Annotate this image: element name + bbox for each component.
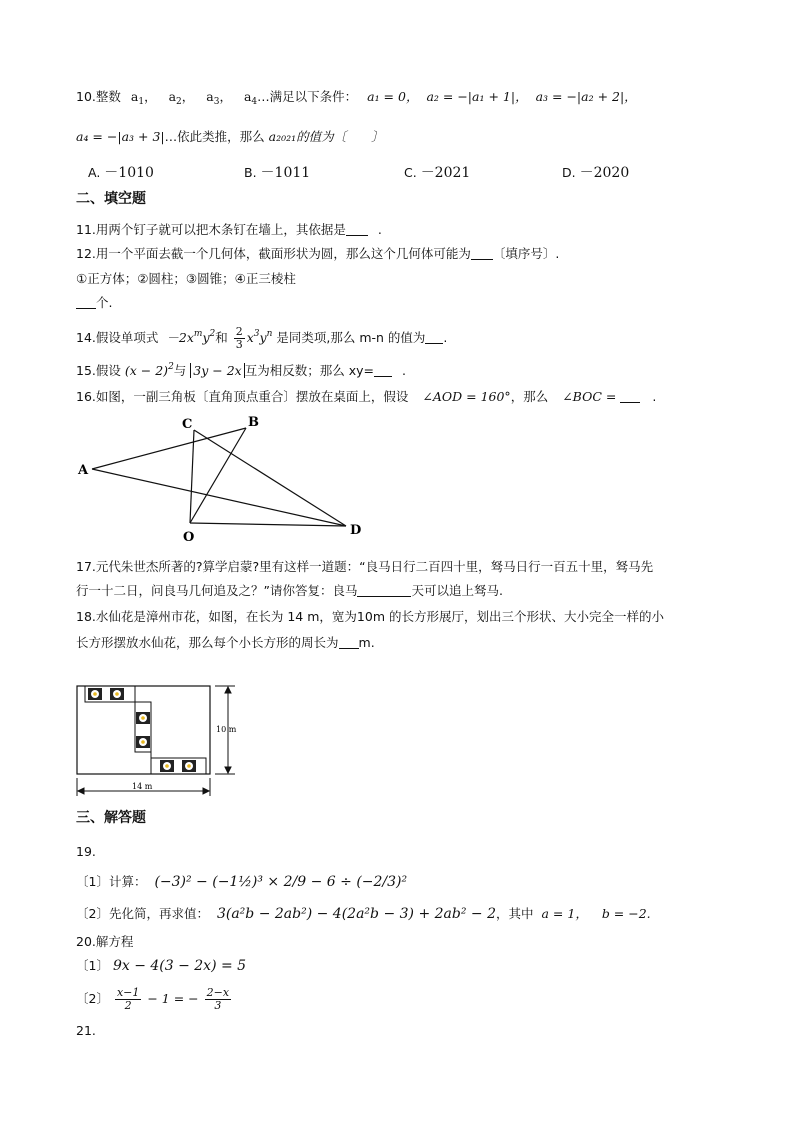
flower-icons	[88, 688, 196, 772]
option-label: C.	[404, 165, 417, 180]
q15-text: 15.假设	[76, 363, 121, 378]
line-ob	[190, 428, 246, 523]
q15-abs: 3y − 2x	[190, 363, 244, 378]
q15	[76, 358, 406, 380]
q14-m1-sup2: 2	[209, 329, 216, 339]
q10-option-a	[88, 162, 154, 182]
q14-fraction-num: 2	[235, 325, 243, 338]
q14-monomial-2	[247, 330, 273, 345]
q16-angle-aod: ∠AOD = 160°	[422, 389, 511, 404]
q18-text: 长方形摆放水仙花，那么每个小长方形的周长为	[76, 635, 339, 650]
option-label: A.	[88, 165, 101, 180]
option-value: －1011	[260, 165, 311, 181]
point-o-label: O	[183, 530, 195, 543]
q19-2-label: 〔2〕先化简，再求值：	[76, 906, 209, 921]
height-label: 10 m	[216, 725, 237, 734]
q19-number: 19.	[76, 844, 96, 859]
q14-m1-sup: m	[193, 329, 203, 339]
point-b-label: B	[248, 415, 259, 430]
q15-and: 与	[173, 363, 187, 378]
q12-end: 〔填序号〕.	[492, 246, 560, 261]
q20-1-equation: 9x − 4(3 − 2x) = 5	[112, 958, 247, 974]
q19-part2	[76, 905, 651, 923]
q17-line2	[76, 582, 503, 600]
q20-2-fraction-left	[115, 987, 141, 1012]
q10-eq2: a₂ = −|a₁ + 1|，	[426, 89, 528, 104]
q14-fraction-den: 3	[235, 338, 243, 351]
q20-number: 20.解方程	[76, 934, 134, 949]
q14-fraction	[234, 326, 245, 351]
q19-2-text: ，其中	[496, 906, 534, 921]
q12	[76, 245, 559, 263]
q15-end: .	[401, 363, 406, 378]
line-od	[190, 523, 346, 526]
q10-option-b	[244, 162, 310, 182]
q18-line2	[76, 634, 375, 652]
q20-part2	[76, 986, 233, 1012]
q20-1-label: 〔1〕	[76, 958, 109, 973]
option-value: －2020	[579, 165, 630, 181]
q10-option-d	[562, 162, 629, 182]
q15-text-2: 互为相反数；那么 xy=	[244, 363, 374, 378]
fraction-den: 3	[214, 999, 222, 1012]
triangle-figure	[70, 408, 370, 543]
point-d-label: D	[350, 523, 362, 538]
q13-end: 个.	[96, 295, 113, 310]
q20-part1	[76, 957, 246, 975]
q17-blank	[357, 584, 411, 597]
width-label: 14 m	[132, 782, 153, 791]
exhibition-hall-figure	[70, 680, 250, 800]
q16-text-2: ，那么	[510, 389, 549, 404]
q10-eq3: a₃ = −|a₂ + 2|，	[535, 89, 637, 104]
q12-blank	[471, 247, 493, 260]
q10-cond: …满足以下条件：	[257, 89, 358, 104]
option-value: －1010	[104, 165, 154, 181]
q10-line2	[76, 128, 384, 146]
q14-text: 14.假设单项式	[76, 330, 159, 345]
q20-2-middle: − 1 = −	[147, 991, 199, 1006]
q17-text-2: 天可以追上驽马.	[411, 583, 503, 598]
q18-blank	[339, 636, 359, 649]
q11-text: 11.用两个钉子就可以把木条钉在墙上，其依据是	[76, 222, 346, 237]
q12-options: ①正方体；②圆柱；③圆锥；④正三棱柱	[76, 271, 296, 286]
q16	[76, 388, 656, 406]
a2: a	[168, 89, 177, 104]
q14-m2: x	[246, 330, 254, 345]
point-a-label: A	[78, 463, 89, 478]
q14-m2-sup2: n	[266, 329, 273, 339]
option-label: B.	[244, 165, 257, 180]
q20-2-label: 〔2〕	[76, 991, 109, 1006]
fraction-num: 2−x	[206, 986, 230, 999]
option-value: －2021	[420, 165, 471, 181]
line-ad	[92, 469, 346, 526]
q10-option-c	[404, 162, 470, 182]
q11	[76, 221, 382, 239]
q17-text: 行一十二日，问良马几何追及之？”请你答复：良马	[76, 583, 358, 598]
q14-m2-y: y	[259, 330, 267, 345]
q11-end: .	[377, 222, 382, 237]
q14-and: 和	[215, 330, 228, 345]
a1-sub: 1	[138, 97, 145, 107]
q10-prefix: 10.整数	[76, 89, 121, 104]
q17-line1: 17.元代朱世杰所著的?算学启蒙?里有这样一道题：“良马日行二百四十里，驽马日行一百五十里，驽马先	[76, 559, 654, 574]
q14-text-2: 是同类项,那么 m-n 的值为	[276, 330, 426, 345]
q14-m1-y: y	[202, 330, 210, 345]
q16-angle-boc: ∠BOC =	[562, 389, 617, 404]
q14-end: .	[443, 330, 448, 345]
q14-m1: －2x	[166, 330, 194, 345]
q16-blank	[620, 390, 640, 403]
q15-m1-sup: 2	[168, 362, 174, 372]
q16-text: 16.如图，一副三角板〔直角顶点重合〕摆放在桌面上，假设	[76, 389, 409, 404]
q16-end: .	[652, 389, 657, 404]
a2-sub: 2	[176, 97, 182, 107]
q10-eq1: a₁ = 0，	[367, 89, 419, 104]
q10-eq4: a₄ = −|a₃ + 3|	[76, 129, 165, 144]
q10-a2021: a₂₀₂₁的值为〔 〕	[268, 129, 384, 144]
q19-2-expression: 3(a²b − 2ab²) − 4(2a²b − 3) + 2ab² − 2	[216, 906, 496, 922]
q21-number: 21.	[76, 1023, 96, 1038]
q14-m2-sup: 3	[253, 329, 260, 339]
a3-sub: 3	[213, 97, 220, 107]
flower-strip-bottom	[151, 758, 206, 774]
q19-2-b: b = −2.	[601, 906, 651, 921]
line-oc	[190, 430, 194, 523]
fraction-num: x−1	[116, 986, 140, 999]
q18-unit: m.	[358, 635, 375, 650]
a4-sub: 4	[251, 97, 258, 107]
fraction-den: 2	[124, 999, 132, 1012]
q10-text: …依此类推，那么	[164, 129, 265, 144]
q19-1-expression: (−3)² − (−1½)³ × 2/9 − 6 ÷ (−2/3)²	[154, 874, 408, 890]
q14-monomial-1	[166, 330, 215, 345]
a4: a	[243, 89, 252, 104]
q11-blank	[346, 223, 368, 236]
q13	[76, 294, 112, 312]
a3: a	[206, 89, 214, 104]
q12-text: 12.用一个平面去截一个几何体，截面形状为圆，那么这个几何体可能为	[76, 246, 471, 261]
q14	[76, 325, 447, 351]
option-label: D.	[562, 165, 576, 180]
q18-line1: 18.水仙花是漳州市花，如图，在长为 14 m，宽为10m 的长方形展厅，划出三个形状、大小完全一样的小	[76, 609, 664, 624]
section-solve-heading: 三、解答题	[76, 810, 146, 826]
q15-blank	[374, 364, 392, 377]
q14-blank	[425, 331, 443, 344]
q19-1-label: 〔1〕计算：	[76, 874, 147, 889]
q10-line1: 10.整数 $a_1$， $a_2$， $a_3$， $a_4\dots$满足以下条件： a₁ = 0， a₂ = −|a₁ + 1|， a₃ = −|a₂ + 2|，	[76, 89, 637, 107]
q20-2-fraction-right	[205, 987, 231, 1012]
q15-square	[125, 363, 174, 378]
q13-blank	[76, 296, 96, 309]
section-fill-heading: 二、填空题	[76, 191, 146, 207]
q19-2-a: a = 1，	[541, 906, 588, 921]
a1: a	[130, 89, 139, 104]
q15-m1: (x − 2)	[124, 363, 169, 378]
q19-part1	[76, 873, 407, 891]
point-c-label: C	[182, 417, 193, 432]
